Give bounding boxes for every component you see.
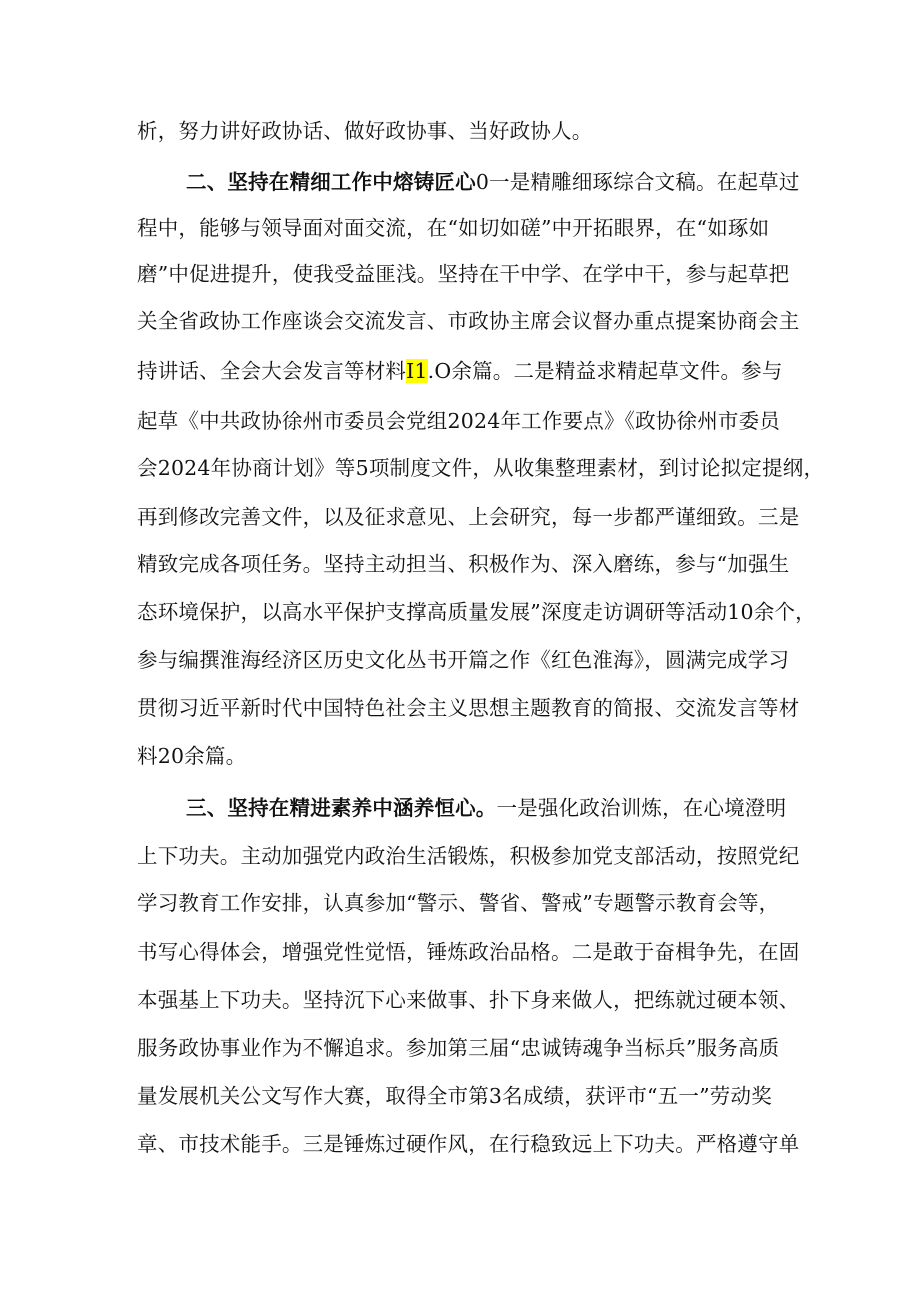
paragraph-line: 上下功夫。主动加强党内政治生活锻炼，积极参加党支部活动，按照党纪 [137,844,800,868]
paragraph-line: 程中，能够与领导面对面交流，在“如切如磋”中开拓眼界，在“如琢如 [137,216,770,240]
paragraph-line: 学习教育工作安排，认真参加“警示、警省、警戒”专题警示教育会等， [137,891,780,915]
section-heading: 三、坚持在精进素养中涵养恒心。 [186,796,497,820]
paragraph-line: 析，努力讲好政协话、做好政协事、当好政协人。 [137,119,593,143]
paragraph-line: 起草《中共政协徐州市委员会党组2024年工作要点》《政协徐州市委员 [137,409,781,433]
paragraph-line: 再到修改完善文件，以及征求意见、上会研究，每一步都严谨细致。三是 [137,505,800,529]
inline-text: 持讲话、全会大会发言等材料 [137,359,407,383]
inline-text: 0一是精雕细琢综合文稿。在起草过 [475,170,800,194]
paragraph-line: 参与编撰淮海经济区历史文化丛书开篇之作《红色淮海》，圆满完成学习 [137,648,790,672]
paragraph-line: 量发展机关公文写作大赛，取得全市第3名成绩，获评市“五一”劳动奖 [137,1084,772,1108]
paragraph-line: 贯彻习近平新时代中国特色社会主义思想主题教育的简报、交流发言等材 [137,696,800,720]
paragraph-line [186,167,800,197]
paragraph-line: 章、市技术能手。三是锤炼过硬作风，在行稳致远上下功夫。严格遵守单 [137,1132,800,1156]
inline-text: 一是强化政治训炼，在心境澄明 [496,796,787,820]
section-heading: 二、坚持在精细工作中熔铸匠心 [186,170,476,194]
paragraph-line: 会2024年协商计划》等5项制度文件，从收集整理素材，到讨论拟定提纲， [137,456,825,480]
paragraph-line: 精致完成各项任务。坚持主动担当、积极作为、深入磨练，参与“加强生 [137,552,790,576]
paragraph-line: 磨”中促进提升，使我受益匪浅。坚持在干中学、在学中干，参与起草把 [137,262,790,286]
inline-text: .O余篇。二是精益求精起草文件。参与 [427,359,783,383]
paragraph-line [137,356,787,386]
paragraph-line: 态环境保护，以高水平保护支撑高质量发展”深度走访调研等活动10余个， [137,600,816,624]
paragraph-line: 本强基上下功夫。坚持沉下心来做事、扑下身来做人，把练就过硬本领、 [137,988,800,1012]
paragraph-line: 料20余篇。 [137,744,247,768]
paragraph-line [186,793,786,823]
paragraph-line: 服务政协事业作为不懈追求。参加第三届“忠诚铸魂争当标兵”服务高质 [137,1036,780,1060]
highlighted-text: I1 [406,359,428,383]
paragraph-line: 书写心得体会，增强党性觉悟，锤炼政治品格。二是敢于奋楫争先，在固 [137,940,800,964]
paragraph-line: 关全省政协工作座谈会交流发言、市政协主席会议督办重点提案协商会主 [137,309,800,333]
